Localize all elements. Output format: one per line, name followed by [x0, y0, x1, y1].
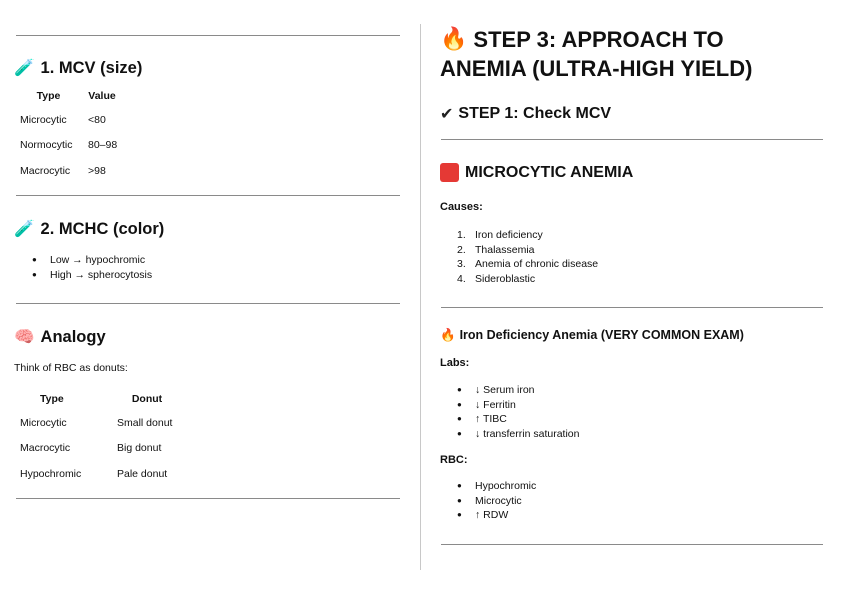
table-header: Type	[36, 90, 61, 102]
table-header: Type	[40, 393, 64, 405]
divider	[16, 303, 400, 304]
fire-icon: 🔥	[440, 327, 456, 342]
check-mark-icon: ✔	[440, 104, 454, 123]
list-item: ● ↓ Serum iron	[457, 383, 579, 398]
page-title-line1: STEP 3: APPROACH TO	[473, 27, 724, 52]
table-header: Donut	[131, 393, 163, 405]
page-title-line2: ANEMIA (ULTRA-HIGH YIELD)	[440, 56, 753, 81]
list-item: 3. Anemia of chronic disease	[457, 257, 598, 272]
microcytic-heading-text: MICROCYTIC ANEMIA	[465, 163, 634, 181]
analogy-heading	[14, 327, 106, 347]
list-item: 2. Thalassemia	[457, 243, 598, 258]
table-row	[20, 461, 177, 487]
table-row	[20, 436, 177, 462]
table-cell: Small donut	[117, 416, 173, 429]
analogy-intro: Think of RBC as donuts:	[14, 362, 128, 374]
test-tube-icon: 🧪	[14, 58, 35, 77]
list-item: ● Microcytic	[457, 494, 536, 509]
mcv-heading	[14, 58, 142, 78]
table-header: Value	[88, 90, 116, 102]
table-cell: 80–98	[88, 139, 118, 152]
rbc-list	[457, 479, 536, 523]
mcv-table	[20, 85, 127, 184]
list-item: ● ↓ transferrin saturation	[457, 427, 579, 442]
table-row	[20, 410, 177, 436]
table-cell: Big donut	[117, 442, 162, 455]
list-item: ● Low → hypochromic	[32, 253, 152, 268]
list-item: 4. Sideroblastic	[457, 272, 598, 287]
table-cell: Macrocytic	[20, 442, 71, 455]
divider	[441, 544, 823, 545]
divider	[16, 195, 400, 196]
step1-heading	[440, 104, 611, 123]
ida-heading	[440, 327, 744, 343]
list-item: ● ↓ Ferritin	[457, 398, 579, 413]
table-cell: Microcytic	[20, 113, 67, 126]
step1-heading-text: STEP 1: Check MCV	[458, 104, 612, 122]
labs-label: Labs:	[440, 357, 470, 369]
rbc-label: RBC:	[440, 454, 468, 466]
table-cell: Pale donut	[117, 467, 168, 480]
causes-list	[457, 228, 598, 286]
table-row	[20, 158, 127, 184]
mchc-list	[32, 253, 152, 282]
table-cell: Macrocytic	[20, 164, 71, 177]
divider	[441, 307, 823, 308]
microcytic-heading	[440, 163, 633, 182]
table-cell: Normocytic	[20, 139, 73, 152]
test-tube-icon: 🧪	[14, 219, 35, 238]
table-cell: >98	[88, 164, 106, 177]
table-cell: Hypochromic	[20, 467, 82, 480]
mcv-heading-text: 1. MCV (size)	[40, 58, 143, 77]
analogy-table	[20, 388, 177, 487]
labs-list	[457, 383, 579, 441]
page-title	[440, 25, 830, 83]
analogy-heading-text: Analogy	[40, 327, 106, 346]
list-item: ● High → spherocytosis	[32, 268, 152, 283]
list-item: ● ↑ TIBC	[457, 412, 579, 427]
table-cell: Microcytic	[20, 416, 67, 429]
table-cell: <80	[88, 113, 106, 126]
table-row	[20, 133, 127, 159]
list-item: 1. Iron deficiency	[457, 228, 598, 243]
mchc-heading-text: 2. MCHC (color)	[40, 219, 165, 238]
causes-label: Causes:	[440, 201, 483, 213]
fire-icon: 🔥	[440, 27, 468, 52]
divider	[441, 139, 823, 140]
table-row	[20, 107, 127, 133]
divider	[16, 35, 400, 36]
list-item: ● Hypochromic	[457, 479, 536, 494]
divider	[16, 498, 400, 499]
ida-heading-text: Iron Deficiency Anemia (VERY COMMON EXAM)	[459, 328, 744, 342]
column-divider	[420, 24, 421, 570]
mchc-heading	[14, 219, 164, 239]
list-item: ● ↑ RDW	[457, 508, 536, 523]
red-square-icon	[440, 163, 459, 182]
brain-icon: 🧠	[14, 327, 35, 346]
